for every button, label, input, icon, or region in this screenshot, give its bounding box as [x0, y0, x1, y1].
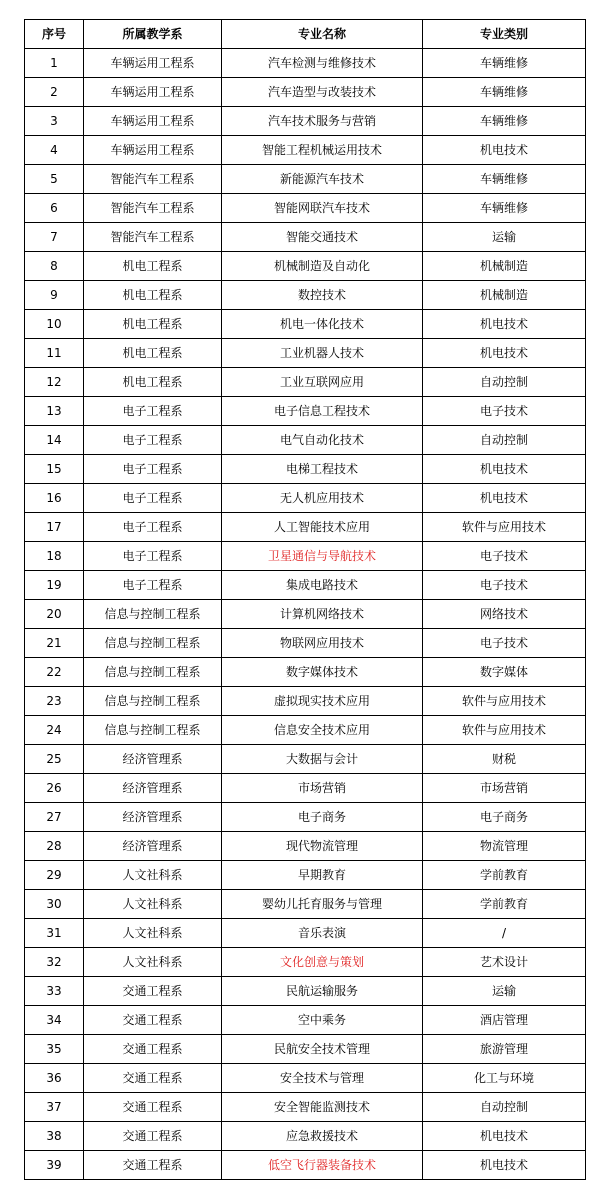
cell-no: 8: [25, 252, 84, 281]
cell-dept: 经济管理系: [84, 832, 222, 861]
table-row: [25, 803, 586, 832]
cell-major: 集成电路技术: [222, 571, 423, 600]
cell-no: 35: [25, 1035, 84, 1064]
cell-dept: 信息与控制工程系: [84, 600, 222, 629]
cell-category: 旅游管理: [423, 1035, 586, 1064]
cell-category: 电子技术: [423, 542, 586, 571]
cell-major: 信息安全技术应用: [222, 716, 423, 745]
cell-category: 机电技术: [423, 484, 586, 513]
cell-category: 艺术设计: [423, 948, 586, 977]
cell-category: 电子技术: [423, 571, 586, 600]
cell-major: 市场营销: [222, 774, 423, 803]
cell-no: 16: [25, 484, 84, 513]
cell-category: 财税: [423, 745, 586, 774]
cell-category: 车辆维修: [423, 165, 586, 194]
cell-no: 9: [25, 281, 84, 310]
cell-major: 婴幼儿托育服务与管理: [222, 890, 423, 919]
header-category: 专业类别: [423, 20, 586, 49]
cell-no: 20: [25, 600, 84, 629]
cell-no: 14: [25, 426, 84, 455]
cell-category: 网络技术: [423, 600, 586, 629]
cell-major: 早期教育: [222, 861, 423, 890]
table-row: [25, 165, 586, 194]
cell-category: 学前教育: [423, 861, 586, 890]
cell-category: 软件与应用技术: [423, 513, 586, 542]
cell-major: 数字媒体技术: [222, 658, 423, 687]
cell-dept: 车辆运用工程系: [84, 107, 222, 136]
table-row: [25, 78, 586, 107]
cell-no: 26: [25, 774, 84, 803]
table-row: [25, 1064, 586, 1093]
cell-no: 12: [25, 368, 84, 397]
cell-no: 2: [25, 78, 84, 107]
cell-major: 电子商务: [222, 803, 423, 832]
cell-category: 数字媒体: [423, 658, 586, 687]
table-body: [25, 49, 586, 1180]
table-row: [25, 948, 586, 977]
cell-dept: 信息与控制工程系: [84, 716, 222, 745]
cell-category: 机械制造: [423, 252, 586, 281]
cell-category: 化工与环境: [423, 1064, 586, 1093]
table-row: [25, 455, 586, 484]
table-row: [25, 1122, 586, 1151]
cell-dept: 交通工程系: [84, 1006, 222, 1035]
cell-dept: 电子工程系: [84, 397, 222, 426]
cell-dept: 机电工程系: [84, 252, 222, 281]
cell-dept: 信息与控制工程系: [84, 687, 222, 716]
table-row: [25, 687, 586, 716]
cell-category: 车辆维修: [423, 78, 586, 107]
table-row: [25, 542, 586, 571]
table-row: [25, 716, 586, 745]
table-row: [25, 832, 586, 861]
cell-category: 机电技术: [423, 1151, 586, 1180]
cell-major: 工业机器人技术: [222, 339, 423, 368]
cell-category: 电子商务: [423, 803, 586, 832]
table-row: [25, 194, 586, 223]
cell-no: 7: [25, 223, 84, 252]
cell-category: 酒店管理: [423, 1006, 586, 1035]
cell-category: 机电技术: [423, 455, 586, 484]
cell-dept: 车辆运用工程系: [84, 49, 222, 78]
table-row: [25, 426, 586, 455]
cell-dept: 机电工程系: [84, 281, 222, 310]
cell-no: 27: [25, 803, 84, 832]
table-row: [25, 600, 586, 629]
cell-dept: 交通工程系: [84, 1093, 222, 1122]
cell-dept: 电子工程系: [84, 513, 222, 542]
cell-major: 空中乘务: [222, 1006, 423, 1035]
cell-major: 安全技术与管理: [222, 1064, 423, 1093]
table-row: [25, 571, 586, 600]
cell-no: 1: [25, 49, 84, 78]
cell-major: 应急救援技术: [222, 1122, 423, 1151]
cell-category: 机电技术: [423, 310, 586, 339]
cell-dept: 人文社科系: [84, 919, 222, 948]
cell-category: 市场营销: [423, 774, 586, 803]
cell-major: 智能工程机械运用技术: [222, 136, 423, 165]
cell-no: 28: [25, 832, 84, 861]
cell-major: 大数据与会计: [222, 745, 423, 774]
cell-major: 电气自动化技术: [222, 426, 423, 455]
cell-major: 机电一体化技术: [222, 310, 423, 339]
cell-dept: 交通工程系: [84, 1122, 222, 1151]
cell-category: 运输: [423, 223, 586, 252]
cell-dept: 机电工程系: [84, 339, 222, 368]
cell-no: 6: [25, 194, 84, 223]
table-row: [25, 513, 586, 542]
cell-category: 自动控制: [423, 426, 586, 455]
cell-dept: 车辆运用工程系: [84, 136, 222, 165]
cell-major: 汽车技术服务与营销: [222, 107, 423, 136]
cell-no: 31: [25, 919, 84, 948]
cell-dept: 交通工程系: [84, 977, 222, 1006]
table-row: [25, 484, 586, 513]
table-row: [25, 107, 586, 136]
table-row: [25, 136, 586, 165]
cell-major: 电子信息工程技术: [222, 397, 423, 426]
cell-no: 32: [25, 948, 84, 977]
cell-major: 计算机网络技术: [222, 600, 423, 629]
table-row: [25, 977, 586, 1006]
cell-category: 车辆维修: [423, 49, 586, 78]
cell-dept: 车辆运用工程系: [84, 78, 222, 107]
cell-no: 15: [25, 455, 84, 484]
cell-dept: 智能汽车工程系: [84, 223, 222, 252]
cell-major: 智能交通技术: [222, 223, 423, 252]
cell-major: 新能源汽车技术: [222, 165, 423, 194]
cell-major: 民航安全技术管理: [222, 1035, 423, 1064]
cell-dept: 信息与控制工程系: [84, 658, 222, 687]
cell-major: 机械制造及自动化: [222, 252, 423, 281]
table-row: [25, 310, 586, 339]
cell-dept: 交通工程系: [84, 1151, 222, 1180]
cell-no: 34: [25, 1006, 84, 1035]
cell-no: 11: [25, 339, 84, 368]
cell-no: 37: [25, 1093, 84, 1122]
table-row: [25, 629, 586, 658]
cell-category: 软件与应用技术: [423, 687, 586, 716]
table-row: [25, 658, 586, 687]
cell-category: 机电技术: [423, 339, 586, 368]
cell-no: 21: [25, 629, 84, 658]
table-row: [25, 1151, 586, 1180]
table-row: [25, 1093, 586, 1122]
cell-dept: 电子工程系: [84, 455, 222, 484]
cell-major: 人工智能技术应用: [222, 513, 423, 542]
cell-dept: 交通工程系: [84, 1064, 222, 1093]
cell-major: 音乐表演: [222, 919, 423, 948]
cell-no: 33: [25, 977, 84, 1006]
cell-no: 29: [25, 861, 84, 890]
cell-category: 机电技术: [423, 1122, 586, 1151]
cell-no: 3: [25, 107, 84, 136]
cell-major: 数控技术: [222, 281, 423, 310]
majors-table: [24, 19, 586, 1180]
cell-major: 电梯工程技术: [222, 455, 423, 484]
cell-dept: 人文社科系: [84, 948, 222, 977]
cell-category: 机电技术: [423, 136, 586, 165]
table-row: [25, 919, 586, 948]
cell-no: 30: [25, 890, 84, 919]
table-row: [25, 745, 586, 774]
cell-major: 卫星通信与导航技术: [222, 542, 423, 571]
header-major: 专业名称: [222, 20, 423, 49]
cell-category: 自动控制: [423, 368, 586, 397]
cell-major: 低空飞行器装备技术: [222, 1151, 423, 1180]
table-row: [25, 1035, 586, 1064]
cell-no: 25: [25, 745, 84, 774]
cell-dept: 经济管理系: [84, 774, 222, 803]
cell-major: 汽车造型与改装技术: [222, 78, 423, 107]
cell-no: 22: [25, 658, 84, 687]
cell-category: 学前教育: [423, 890, 586, 919]
cell-no: 36: [25, 1064, 84, 1093]
cell-dept: 交通工程系: [84, 1035, 222, 1064]
cell-major: 智能网联汽车技术: [222, 194, 423, 223]
cell-category: 机械制造: [423, 281, 586, 310]
cell-category: 车辆维修: [423, 107, 586, 136]
cell-dept: 智能汽车工程系: [84, 165, 222, 194]
cell-no: 4: [25, 136, 84, 165]
cell-category: /: [423, 919, 586, 948]
cell-dept: 电子工程系: [84, 571, 222, 600]
cell-no: 5: [25, 165, 84, 194]
cell-category: 物流管理: [423, 832, 586, 861]
cell-category: 电子技术: [423, 397, 586, 426]
cell-major: 文化创意与策划: [222, 948, 423, 977]
cell-category: 车辆维修: [423, 194, 586, 223]
majors-table-container: [24, 19, 586, 1180]
cell-dept: 电子工程系: [84, 484, 222, 513]
cell-major: 现代物流管理: [222, 832, 423, 861]
table-row: [25, 339, 586, 368]
cell-no: 24: [25, 716, 84, 745]
cell-category: 软件与应用技术: [423, 716, 586, 745]
cell-major: 虚拟现实技术应用: [222, 687, 423, 716]
cell-major: 物联网应用技术: [222, 629, 423, 658]
header-no: 序号: [25, 20, 84, 49]
cell-no: 10: [25, 310, 84, 339]
table-row: [25, 252, 586, 281]
cell-major: 无人机应用技术: [222, 484, 423, 513]
table-row: [25, 281, 586, 310]
table-header-row: [25, 20, 586, 49]
cell-no: 13: [25, 397, 84, 426]
cell-dept: 机电工程系: [84, 368, 222, 397]
cell-no: 38: [25, 1122, 84, 1151]
cell-category: 自动控制: [423, 1093, 586, 1122]
cell-dept: 智能汽车工程系: [84, 194, 222, 223]
table-row: [25, 890, 586, 919]
table-row: [25, 1006, 586, 1035]
cell-dept: 经济管理系: [84, 745, 222, 774]
cell-major: 民航运输服务: [222, 977, 423, 1006]
cell-no: 18: [25, 542, 84, 571]
cell-dept: 机电工程系: [84, 310, 222, 339]
cell-dept: 电子工程系: [84, 426, 222, 455]
cell-category: 运输: [423, 977, 586, 1006]
cell-dept: 电子工程系: [84, 542, 222, 571]
table-row: [25, 223, 586, 252]
cell-dept: 经济管理系: [84, 803, 222, 832]
cell-major: 安全智能监测技术: [222, 1093, 423, 1122]
cell-no: 23: [25, 687, 84, 716]
cell-major: 汽车检测与维修技术: [222, 49, 423, 78]
cell-dept: 信息与控制工程系: [84, 629, 222, 658]
cell-no: 39: [25, 1151, 84, 1180]
header-dept: 所属教学系: [84, 20, 222, 49]
table-row: [25, 368, 586, 397]
table-row: [25, 774, 586, 803]
table-row: [25, 397, 586, 426]
table-row: [25, 49, 586, 78]
cell-no: 19: [25, 571, 84, 600]
cell-dept: 人文社科系: [84, 890, 222, 919]
cell-no: 17: [25, 513, 84, 542]
cell-major: 工业互联网应用: [222, 368, 423, 397]
cell-dept: 人文社科系: [84, 861, 222, 890]
cell-category: 电子技术: [423, 629, 586, 658]
table-row: [25, 861, 586, 890]
